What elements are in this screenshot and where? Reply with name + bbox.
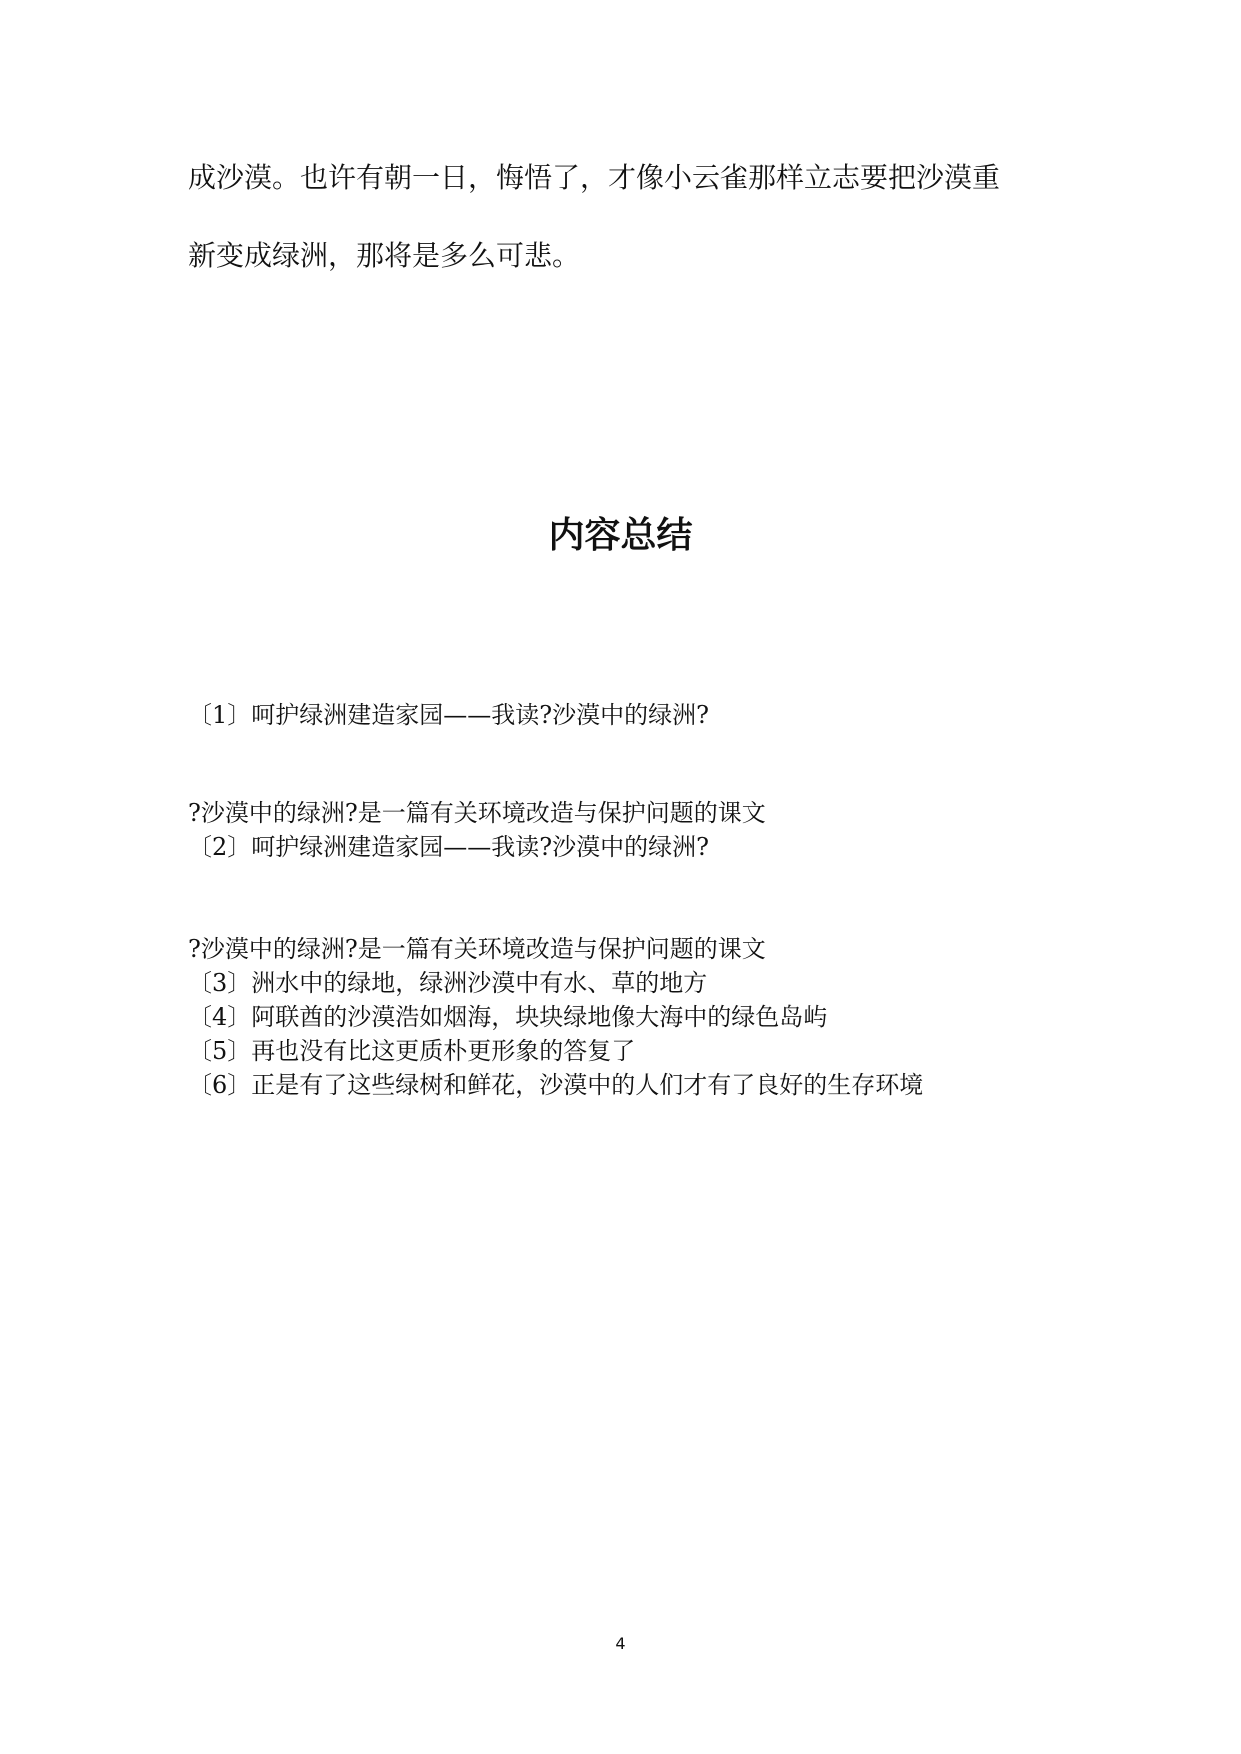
paragraph-line: 成沙漠。也许有朝一日，悔悟了，才像小云雀那样立志要把沙漠重: [188, 161, 1001, 194]
summary-line: ?沙漠中的绿洲?是一篇有关环境改造与保护问题的课文: [188, 799, 766, 827]
summary-line: 〔5〕再也没有比这更质朴更形象的答复了: [188, 1037, 636, 1065]
page-number: 4: [615, 1634, 626, 1653]
summary-line: ?沙漠中的绿洲?是一篇有关环境改造与保护问题的课文: [188, 935, 766, 963]
summary-line: 〔3〕洲水中的绿地，绿洲沙漠中有水、草的地方: [188, 969, 708, 997]
summary-line: 〔6〕正是有了这些绿树和鲜花，沙漠中的人们才有了良好的生存环境: [188, 1071, 924, 1099]
summary-line: 〔4〕阿联酋的沙漠浩如烟海，块块绿地像大海中的绿色岛屿: [188, 1003, 828, 1031]
paragraph-line: 新变成绿洲，那将是多么可悲。: [188, 239, 581, 272]
summary-line: 〔1〕呵护绿洲建造家园——我读?沙漠中的绿洲?: [188, 701, 710, 729]
summary-line: 〔2〕呵护绿洲建造家园——我读?沙漠中的绿洲?: [188, 833, 710, 861]
section-title: 内容总结: [548, 515, 693, 556]
